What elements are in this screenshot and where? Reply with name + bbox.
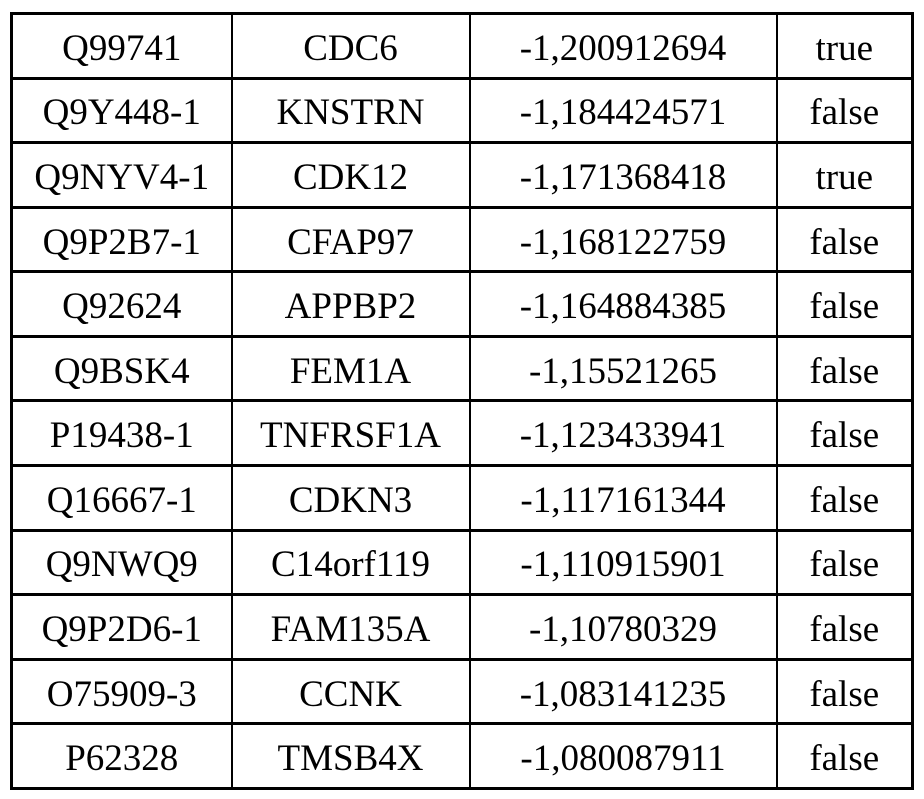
protein-accession-cell: Q92624 — [12, 272, 232, 337]
score-value-cell: -1,171368418 — [470, 143, 777, 208]
gene-name-cell: CDKN3 — [232, 466, 470, 531]
table-row — [12, 336, 913, 401]
boolean-flag-cell: false — [777, 401, 913, 466]
boolean-flag-cell: false — [777, 272, 913, 337]
score-value-cell: -1,117161344 — [470, 466, 777, 531]
protein-accession-cell: Q9Y448-1 — [12, 78, 232, 143]
protein-accession-cell: Q9P2D6-1 — [12, 595, 232, 660]
gene-name-cell: CFAP97 — [232, 207, 470, 272]
table-row — [12, 401, 913, 466]
protein-table-body — [12, 14, 913, 789]
table-row — [12, 78, 913, 143]
protein-accession-cell: P62328 — [12, 724, 232, 789]
table-row — [12, 14, 913, 79]
score-value-cell: -1,110915901 — [470, 530, 777, 595]
table-row — [12, 595, 913, 660]
gene-name-cell: KNSTRN — [232, 78, 470, 143]
gene-name-cell: APPBP2 — [232, 272, 470, 337]
boolean-flag-cell: false — [777, 659, 913, 724]
boolean-flag-cell: false — [777, 78, 913, 143]
table-row — [12, 659, 913, 724]
score-value-cell: -1,168122759 — [470, 207, 777, 272]
boolean-flag-cell: false — [777, 466, 913, 531]
protein-table — [10, 12, 914, 790]
score-value-cell: -1,123433941 — [470, 401, 777, 466]
protein-accession-cell: Q9NWQ9 — [12, 530, 232, 595]
gene-name-cell: TMSB4X — [232, 724, 470, 789]
score-value-cell: -1,15521265 — [470, 336, 777, 401]
boolean-flag-cell: false — [777, 530, 913, 595]
gene-name-cell: FEM1A — [232, 336, 470, 401]
score-value-cell: -1,10780329 — [470, 595, 777, 660]
table-row — [12, 466, 913, 531]
score-value-cell: -1,184424571 — [470, 78, 777, 143]
score-value-cell: -1,080087911 — [470, 724, 777, 789]
gene-name-cell: C14orf119 — [232, 530, 470, 595]
gene-name-cell: CDK12 — [232, 143, 470, 208]
score-value-cell: -1,083141235 — [470, 659, 777, 724]
protein-accession-cell: Q16667-1 — [12, 466, 232, 531]
protein-accession-cell: Q9BSK4 — [12, 336, 232, 401]
boolean-flag-cell: false — [777, 336, 913, 401]
boolean-flag-cell: true — [777, 14, 913, 79]
protein-accession-cell: O75909-3 — [12, 659, 232, 724]
table-row — [12, 724, 913, 789]
table-row — [12, 207, 913, 272]
gene-name-cell: TNFRSF1A — [232, 401, 470, 466]
gene-name-cell: CCNK — [232, 659, 470, 724]
boolean-flag-cell: true — [777, 143, 913, 208]
boolean-flag-cell: false — [777, 595, 913, 660]
protein-accession-cell: Q9NYV4-1 — [12, 143, 232, 208]
protein-accession-cell: Q9P2B7-1 — [12, 207, 232, 272]
boolean-flag-cell: false — [777, 207, 913, 272]
table-row — [12, 143, 913, 208]
protein-accession-cell: P19438-1 — [12, 401, 232, 466]
gene-name-cell: FAM135A — [232, 595, 470, 660]
table-row — [12, 272, 913, 337]
boolean-flag-cell: false — [777, 724, 913, 789]
protein-accession-cell: Q99741 — [12, 14, 232, 79]
score-value-cell: -1,200912694 — [470, 14, 777, 79]
gene-name-cell: CDC6 — [232, 14, 470, 79]
score-value-cell: -1,164884385 — [470, 272, 777, 337]
table-row — [12, 530, 913, 595]
